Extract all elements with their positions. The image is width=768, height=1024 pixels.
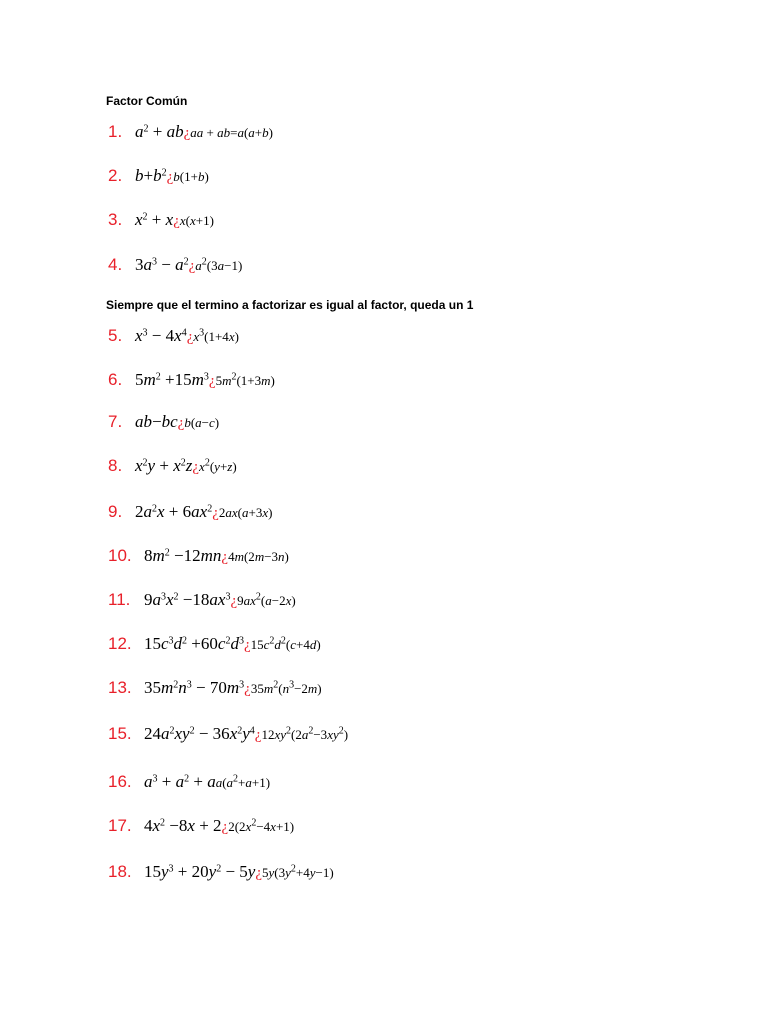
exercise-8 xyxy=(108,456,237,486)
exercise-expression: $35m^2n^3$ − $70m^3¿35m^2(n^3-2m)$ xyxy=(144,678,322,697)
exercise-number: 13. xyxy=(108,678,132,697)
exercise-7 xyxy=(108,412,219,442)
exercise-expression: $9a^3x^2$ $-18ax^3¿9ax^2(a-2x)$ xyxy=(144,590,296,609)
exercise-expression: $15c^3d^2$ $+60c^2d^3¿15c^2d^2(c+4d)$ xyxy=(144,634,321,653)
exercise-number: 15. xyxy=(108,724,132,743)
exercise-expression: $5m^2$ $+15m^3¿5m^2(1+3m)$ xyxy=(135,370,275,389)
exercise-number: 1. xyxy=(108,122,123,141)
exercise-expression: $3a^3$ − $a^2¿a^2(3a-1)$ xyxy=(135,255,243,274)
exercise-number: 6. xyxy=(108,370,123,389)
exercise-12 xyxy=(108,634,321,664)
exercise-expression: $b+b^2¿b(1+b)$ xyxy=(135,166,209,185)
exercise-3 xyxy=(108,210,214,240)
exercise-17 xyxy=(108,816,294,846)
exercise-number: 3. xyxy=(108,210,123,229)
exercise-number: 17. xyxy=(108,816,132,835)
exercise-10 xyxy=(108,546,289,576)
exercise-expression: $4x^2 -8x$ + $2¿2(2x^2-4x+1)$ xyxy=(144,816,295,835)
exercise-expression: $x^3$ − $4x^4¿x^3(1+4x)$ xyxy=(135,326,239,345)
exercise-number: 11. xyxy=(108,590,131,609)
exercise-expression: $x^2$ + x¿x(x+1) xyxy=(135,210,214,229)
exercise-number: 4. xyxy=(108,255,123,274)
exercise-number: 2. xyxy=(108,166,123,185)
exercise-expression: $15y^3 + 20y^2$ − $5y¿5y(3y^2+4y-1)$ xyxy=(144,862,334,881)
exercise-2 xyxy=(108,166,209,196)
exercise-expression: $8m^2$ −12mn¿4m(2m−3n) xyxy=(144,546,289,565)
section-heading-factor-comun: Factor Común xyxy=(106,94,188,108)
exercise-16 xyxy=(108,772,270,802)
exercise-expression: $a^2$ + ab¿aa + ab=a(a+b) xyxy=(135,122,273,141)
exercise-expression: $2a^2x$ + $6ax^2¿2ax(a+3x)$ xyxy=(135,502,273,521)
exercise-number: 5. xyxy=(108,326,123,345)
exercise-18 xyxy=(108,862,334,892)
exercise-number: 7. xyxy=(108,412,123,431)
exercise-expression: $24a^2xy^2$ − $36x^2y^4¿12xy^2(2a^2-3xy^2)$ xyxy=(144,724,349,743)
exercise-expression: $a^3 + a^2 + aa(a^2+a+1)$ xyxy=(144,772,271,791)
exercise-expression: $x^2y$ + $x^2z¿x^2(y+z)$ xyxy=(135,456,237,475)
exercise-9 xyxy=(108,502,272,532)
exercise-number: 18. xyxy=(108,862,132,881)
section-note: Siempre que el termino a factorizar es igual al factor, queda un 1 xyxy=(106,298,474,312)
exercise-13 xyxy=(108,678,322,708)
exercise-1 xyxy=(108,122,273,152)
exercise-number: 12. xyxy=(108,634,132,653)
exercise-number: 10. xyxy=(108,546,132,565)
exercise-expression: ab−bc¿b(a−c) xyxy=(135,412,220,431)
exercise-15 xyxy=(108,724,348,754)
exercise-6 xyxy=(108,370,275,400)
exercise-number: 8. xyxy=(108,456,123,475)
exercise-number: 16. xyxy=(108,772,132,791)
exercise-11 xyxy=(108,590,296,620)
exercise-4 xyxy=(108,255,242,285)
exercise-number: 9. xyxy=(108,502,123,521)
exercise-5 xyxy=(108,326,239,356)
